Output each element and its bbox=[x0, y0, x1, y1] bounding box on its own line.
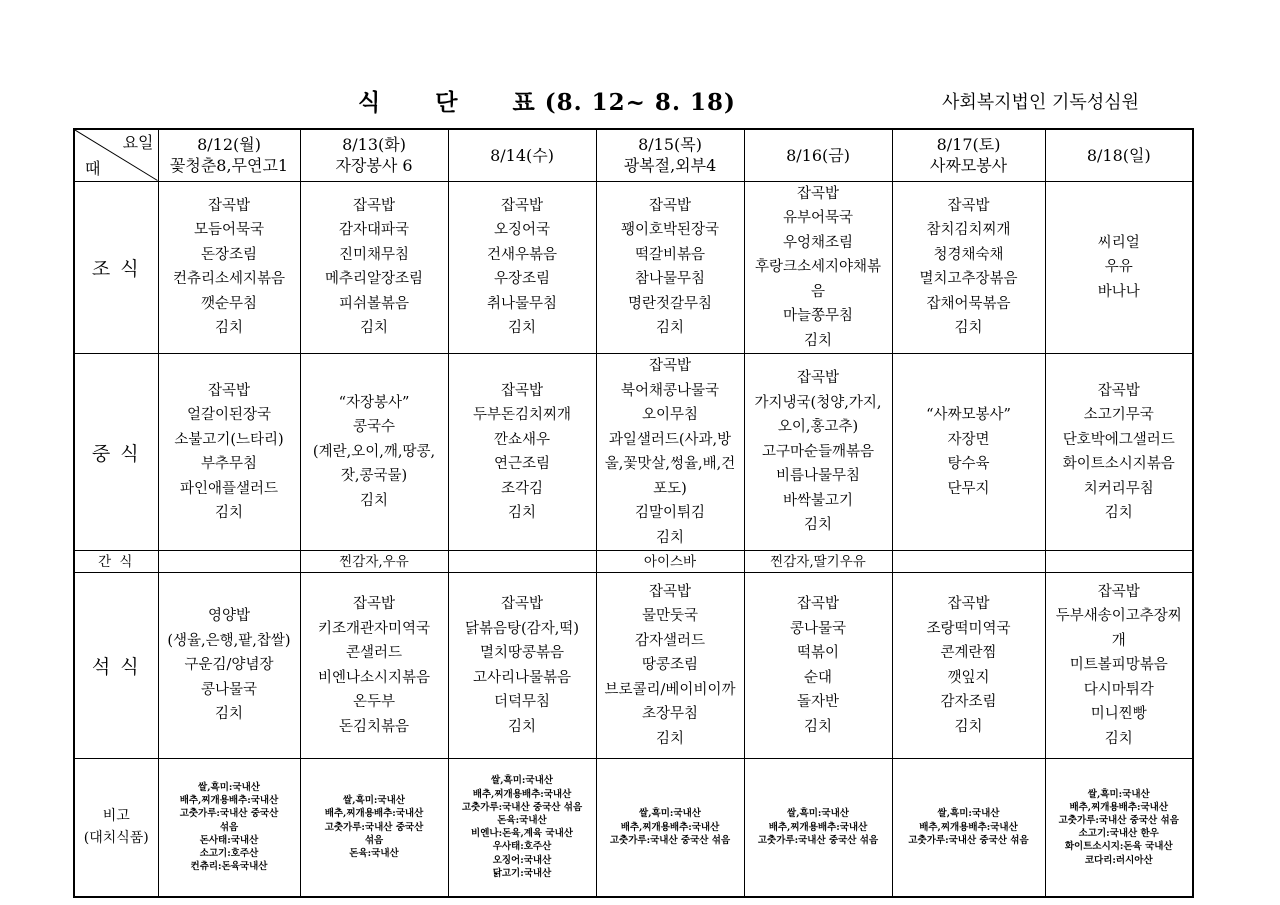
snack-cell bbox=[158, 551, 300, 573]
menu-item: 잡곡밥 bbox=[1097, 583, 1140, 600]
lunch-cell bbox=[744, 354, 892, 551]
menu-item: 더덕무침 bbox=[493, 694, 551, 710]
menu-item: 얼갈이된장국 bbox=[186, 407, 272, 423]
menu-item: 감자조림 bbox=[940, 694, 997, 710]
origin-note: 배추,찌개용배추:국내산 bbox=[919, 821, 1018, 833]
menu-table bbox=[73, 128, 1194, 898]
menu-item: 김치 bbox=[214, 505, 243, 521]
origin-note: 화이트소시지:돈육 국내산 bbox=[1064, 841, 1173, 853]
menu-item: 온두부 bbox=[352, 694, 396, 710]
menu-item: 자장면 bbox=[947, 431, 990, 448]
menu-item: 가지냉국(청양,가지, bbox=[754, 394, 882, 411]
menu-item: 초장무침 bbox=[641, 706, 699, 723]
snack-cell bbox=[892, 551, 1045, 573]
snack-cell: 찐감자,우유 bbox=[300, 551, 448, 573]
menu-item: 울,꽃맛살,썽율,배,건 bbox=[604, 456, 736, 472]
origin-note: 쌀,흑미:국내산 bbox=[1087, 788, 1150, 800]
menu-item: 잡곡밥 bbox=[500, 596, 544, 612]
menu-item: 참나물무침 bbox=[634, 271, 706, 288]
menu-item: 우장조림 bbox=[493, 271, 551, 288]
origin-note: 컨츄리:돈육국내산 bbox=[190, 861, 268, 873]
menu-item: 비엔나소시지볶음 bbox=[317, 669, 431, 686]
menu-item: 멸치땅콩볶음 bbox=[479, 645, 565, 661]
row-label-lunch: 중 식 bbox=[74, 354, 158, 551]
remarks-cell bbox=[158, 759, 300, 897]
origin-note: 쌀,흑미:국내산 bbox=[198, 782, 260, 794]
day-axis-label: 요일 bbox=[122, 133, 154, 152]
menu-item: 단호박에그샐러드 bbox=[1062, 431, 1175, 448]
menu-item: 브로콜리/베이비이까 bbox=[604, 681, 736, 698]
origin-note: 비엔나:돈육,계육 국내산 bbox=[471, 828, 573, 840]
day-date: 8/12(월) bbox=[197, 135, 261, 155]
origin-note: 배추,찌개용배추:국내산 bbox=[324, 808, 424, 820]
menu-item: 김치 bbox=[1104, 730, 1133, 747]
breakfast-cell bbox=[596, 181, 744, 354]
snack-row bbox=[74, 551, 1193, 573]
menu-item: 닭볶음탕(감자,떡) bbox=[465, 620, 579, 637]
origin-note: 고춧가루:국내산 중국산 bbox=[324, 821, 424, 833]
breakfast-cell bbox=[744, 181, 892, 354]
menu-item: 부추무침 bbox=[200, 456, 258, 472]
remarks-row bbox=[74, 759, 1193, 897]
menu-item: 고구마순들깨볶음 bbox=[761, 443, 875, 460]
menu-item: 깐쇼새우 bbox=[493, 431, 551, 448]
snack-cell: 아이스바 bbox=[596, 551, 744, 573]
origin-note: 섞음 bbox=[364, 834, 384, 846]
origin-note: 오징어:국내산 bbox=[492, 854, 552, 866]
menu-item: 잡곡밥 bbox=[1097, 382, 1140, 399]
menu-item: 깻순무침 bbox=[200, 295, 258, 312]
day-date: 8/14(수) bbox=[490, 145, 554, 165]
menu-item: 물만둣국 bbox=[641, 608, 699, 625]
menu-item: 김치 bbox=[359, 492, 388, 509]
origin-note: 돈사태:국내산 bbox=[199, 834, 259, 846]
day-date: 8/13(화) bbox=[342, 135, 406, 155]
menu-item: (계란,오이,깨,땅콩, bbox=[312, 443, 436, 460]
dinner-cell bbox=[1045, 573, 1193, 759]
menu-item: 김치 bbox=[507, 718, 536, 735]
menu-item: 단무지 bbox=[947, 480, 990, 497]
origin-note: 쌀,흑미:국내산 bbox=[639, 808, 701, 820]
menu-item: 김치 bbox=[359, 320, 388, 337]
remarks-cell bbox=[1045, 759, 1193, 897]
menu-item: 피쉬볼볶음 bbox=[338, 295, 410, 312]
menu-item: 고사리나물볶음 bbox=[472, 669, 572, 686]
menu-item: 다시마튀각 bbox=[1083, 681, 1154, 698]
menu-item: 김치 bbox=[954, 718, 983, 735]
remarks-cell bbox=[448, 759, 596, 897]
origin-note: 고춧가루:국내산 중국산 섞음 bbox=[609, 834, 731, 846]
dinner-cell bbox=[892, 573, 1045, 759]
menu-item: 잡곡밥 bbox=[500, 382, 544, 399]
menu-item: 김치 bbox=[507, 505, 536, 521]
day-date: 8/15(목) bbox=[638, 135, 702, 155]
day-header bbox=[744, 129, 892, 181]
menu-item: 김치 bbox=[507, 320, 536, 337]
origin-note: 고춧가루:국내산 중국산 섞음 bbox=[757, 834, 879, 846]
row-label-dinner: 석 식 bbox=[74, 573, 158, 759]
lunch-cell bbox=[300, 354, 448, 551]
menu-item: 우유 bbox=[1104, 259, 1133, 275]
lunch-cell bbox=[596, 354, 744, 551]
menu-item: 잡곡밥 bbox=[352, 197, 396, 214]
origin-note: 배추,찌개용배추:국내산 bbox=[472, 788, 572, 800]
menu-item: 오이무침 bbox=[641, 407, 699, 423]
dinner-cell bbox=[744, 573, 892, 759]
menu-item: 잡곡밥 bbox=[648, 583, 692, 600]
menu-item: 모듬어묵국 bbox=[193, 222, 265, 239]
menu-item: 음 bbox=[810, 283, 825, 300]
origin-note: 돈육:국내산 bbox=[497, 815, 547, 827]
menu-item: 잣,콩국물) bbox=[340, 468, 408, 485]
menu-item: 깻잎지 bbox=[947, 669, 990, 686]
origin-note: 소고기:국내산 한우 bbox=[1078, 828, 1159, 840]
menu-item: 돈김치볶음 bbox=[338, 718, 410, 735]
menu-item: 건새우볶음 bbox=[486, 246, 558, 263]
breakfast-cell bbox=[448, 181, 596, 354]
menu-item: 김치 bbox=[214, 706, 243, 723]
menu-item: “사짜모봉사” bbox=[926, 407, 1011, 423]
dinner-cell bbox=[596, 573, 744, 759]
menu-item: 소불고기(느타리) bbox=[174, 431, 284, 448]
origin-note: 고춧가루:국내산 중국산 섞음 bbox=[1058, 815, 1179, 827]
origin-note: 배추,찌개용배추:국내산 bbox=[179, 795, 279, 807]
menu-item: 김치 bbox=[214, 320, 243, 337]
meal-axis-label: 때 bbox=[85, 158, 101, 178]
menu-item: 메추리알장조림 bbox=[324, 271, 424, 288]
menu-item: 구운김/양념장 bbox=[184, 657, 274, 674]
menu-item: 떡갈비볶음 bbox=[634, 246, 706, 263]
menu-item: 과일샐러드(사과,방 bbox=[608, 431, 732, 448]
menu-item: 잡곡밥 bbox=[947, 596, 990, 612]
menu-item: 콘계란찜 bbox=[940, 645, 997, 661]
row-label-remarks bbox=[74, 759, 158, 897]
snack-cell: 찐감자,딸기우유 bbox=[744, 551, 892, 573]
lunch-row bbox=[74, 354, 1193, 551]
menu-item: 미니찐빵 bbox=[1090, 706, 1147, 723]
menu-item: 치커리무침 bbox=[1083, 480, 1154, 497]
snack-cell bbox=[1045, 551, 1193, 573]
breakfast-cell bbox=[300, 181, 448, 354]
menu-item: 잡곡밥 bbox=[648, 358, 692, 374]
menu-item: 콘샐러드 bbox=[345, 645, 403, 661]
origin-note: 우사태:호주산 bbox=[492, 841, 552, 853]
menu-item: 컨츄리소세지볶음 bbox=[172, 271, 286, 288]
menu-item: 영양밥 bbox=[207, 608, 251, 625]
menu-item: 오징어국 bbox=[493, 222, 551, 239]
menu-item: 멸치고추장볶음 bbox=[919, 271, 1018, 288]
remarks-cell bbox=[744, 759, 892, 897]
menu-item: 김치 bbox=[655, 320, 684, 337]
menu-item: 취나물무침 bbox=[486, 295, 558, 312]
organization-name: 사회복지법인 기독성심원 bbox=[942, 92, 1139, 113]
day-header bbox=[1045, 129, 1193, 181]
menu-item: 꽹이호박된장국 bbox=[620, 222, 720, 239]
remarks-cell bbox=[596, 759, 744, 897]
menu-item: 감자샐러드 bbox=[634, 632, 706, 649]
menu-item: 잡곡밥 bbox=[648, 197, 692, 214]
menu-item: 김치 bbox=[1104, 505, 1133, 521]
breakfast-cell bbox=[1045, 181, 1193, 354]
menu-item: 진미채무침 bbox=[338, 246, 410, 263]
menu-item: 잡곡밥 bbox=[796, 596, 840, 612]
menu-item: 순대 bbox=[803, 669, 832, 686]
origin-note: 쌀,흑미:국내산 bbox=[343, 795, 405, 807]
menu-item: 감자대파국 bbox=[338, 222, 410, 239]
menu-item: 떡볶이 bbox=[796, 645, 840, 661]
origin-note: 코다리:러시아산 bbox=[1084, 854, 1153, 866]
menu-item: 잡채어묵볶음 bbox=[926, 295, 1011, 312]
menu-item: 바나나 bbox=[1097, 283, 1140, 300]
menu-item: 잡곡밥 bbox=[207, 382, 251, 399]
menu-item: 잡곡밥 bbox=[207, 197, 251, 214]
menu-item: 소고기무국 bbox=[1083, 407, 1154, 423]
breakfast-cell bbox=[158, 181, 300, 354]
menu-item: 콩나물국 bbox=[200, 681, 258, 698]
origin-note: 배추,찌개용배추:국내산 bbox=[1069, 801, 1169, 813]
breakfast-cell bbox=[892, 181, 1045, 354]
origin-note: 쌀,흑미:국내산 bbox=[787, 808, 849, 820]
dinner-row bbox=[74, 573, 1193, 759]
menu-item: 청경채숙채 bbox=[933, 246, 1004, 263]
menu-item: 미트볼피망볶음 bbox=[1069, 657, 1168, 674]
menu-item: 오이,홍고추) bbox=[777, 419, 859, 436]
page-title: 식 단 표 (8. 12~ 8. 18) bbox=[358, 89, 736, 116]
header-row bbox=[74, 129, 1193, 181]
menu-item: 씨리얼 bbox=[1097, 234, 1140, 251]
menu-item: 김치 bbox=[655, 730, 684, 747]
breakfast-row bbox=[74, 181, 1193, 354]
day-header bbox=[892, 129, 1045, 181]
menu-item: 콩국수 bbox=[352, 419, 396, 436]
menu-item: 조랑떡미역국 bbox=[926, 620, 1011, 637]
menu-item: 화이트소시지볶음 bbox=[1062, 456, 1175, 472]
day-header bbox=[448, 129, 596, 181]
remarks-cell bbox=[892, 759, 1045, 897]
origin-note: 쌀,흑미:국내산 bbox=[937, 808, 1000, 820]
remarks-label-line: 비고 bbox=[102, 808, 130, 825]
menu-item: 잡곡밥 bbox=[796, 370, 840, 387]
menu-item: 땅콩조림 bbox=[641, 657, 699, 674]
menu-item: (생율,은행,팥,찹쌀) bbox=[167, 632, 291, 649]
menu-item: 우엉채조림 bbox=[782, 234, 854, 251]
menu-item: 김말이튀김 bbox=[634, 505, 706, 521]
menu-item: 파인애플샐러드 bbox=[179, 480, 279, 497]
remarks-label-line: (대치식품) bbox=[83, 830, 149, 847]
day-note: 자장봉사 6 bbox=[335, 156, 413, 176]
menu-item: 두부새송이고추장찌 bbox=[1055, 608, 1182, 625]
menu-item: 잡곡밥 bbox=[947, 197, 990, 214]
menu-item: 유부어묵국 bbox=[782, 210, 854, 226]
menu-item: 개 bbox=[1111, 632, 1126, 649]
menu-item: 잡곡밥 bbox=[500, 197, 544, 214]
day-note: 꽃청춘8,무연고1 bbox=[169, 156, 289, 176]
lunch-cell bbox=[448, 354, 596, 551]
origin-note: 닭고기:국내산 bbox=[492, 867, 552, 879]
menu-item: 콩나물국 bbox=[789, 620, 847, 637]
menu-item: 잡곡밥 bbox=[352, 596, 396, 612]
dinner-cell bbox=[300, 573, 448, 759]
corner-cell bbox=[74, 129, 158, 181]
menu-item: 잡곡밥 bbox=[796, 185, 840, 202]
menu-item: 김치 bbox=[803, 517, 832, 534]
origin-note: 돈육:국내산 bbox=[349, 848, 399, 860]
origin-note: 고춧가루:국내산 중국산 섞음 bbox=[908, 834, 1029, 846]
day-header bbox=[158, 129, 300, 181]
menu-item: 참치김치찌개 bbox=[926, 222, 1011, 239]
origin-note: 소고기:호주산 bbox=[199, 848, 259, 860]
menu-item: 마늘쫑무침 bbox=[782, 308, 854, 324]
menu-item: 명란젓갈무침 bbox=[627, 295, 713, 312]
remarks-cell bbox=[300, 759, 448, 897]
lunch-cell bbox=[1045, 354, 1193, 551]
menu-item: 북어채콩나물국 bbox=[620, 382, 720, 399]
origin-note: 배추,찌개용배추:국내산 bbox=[768, 821, 868, 833]
menu-item: 김치 bbox=[803, 332, 832, 349]
menu-item: 비름나물무침 bbox=[775, 468, 861, 485]
menu-item: 돈장조림 bbox=[200, 246, 258, 263]
origin-note: 고춧가루:국내산 중국산 bbox=[179, 808, 279, 820]
menu-item: 탕수육 bbox=[947, 456, 990, 472]
menu-item: 포도) bbox=[653, 480, 687, 497]
menu-item: 김치 bbox=[803, 718, 832, 735]
menu-item: 조각김 bbox=[500, 480, 544, 497]
origin-note: 고춧가루:국내산 중국산 섞음 bbox=[461, 801, 583, 813]
row-label-breakfast: 조 식 bbox=[74, 181, 158, 354]
day-header bbox=[596, 129, 744, 181]
day-date: 8/18(일) bbox=[1086, 145, 1151, 165]
day-note: 사짜모봉사 bbox=[929, 156, 1008, 176]
origin-note: 섞음 bbox=[219, 821, 239, 833]
menu-item: 두부돈김치찌개 bbox=[472, 407, 572, 423]
menu-item: 키조개관자미역국 bbox=[317, 620, 431, 637]
menu-item: “자장봉사” bbox=[338, 394, 410, 411]
menu-item: 돌자반 bbox=[796, 694, 840, 710]
lunch-cell bbox=[892, 354, 1045, 551]
day-date: 8/16(금) bbox=[786, 145, 850, 165]
day-header bbox=[300, 129, 448, 181]
menu-item: 바싹불고기 bbox=[782, 492, 854, 509]
row-label-snack: 간 식 bbox=[74, 551, 158, 573]
menu-item: 연근조림 bbox=[493, 456, 551, 472]
origin-note: 배추,찌개용배추:국내산 bbox=[620, 821, 720, 833]
day-date: 8/17(토) bbox=[936, 135, 1001, 155]
menu-item: 김치 bbox=[655, 529, 684, 546]
lunch-cell bbox=[158, 354, 300, 551]
dinner-cell bbox=[448, 573, 596, 759]
origin-note: 쌀,흑미:국내산 bbox=[491, 775, 553, 787]
day-note: 광복절,외부4 bbox=[623, 156, 717, 176]
menu-item: 김치 bbox=[954, 320, 983, 337]
menu-item: 후랑크소세지야채볶 bbox=[754, 259, 882, 275]
snack-cell bbox=[448, 551, 596, 573]
dinner-cell bbox=[158, 573, 300, 759]
